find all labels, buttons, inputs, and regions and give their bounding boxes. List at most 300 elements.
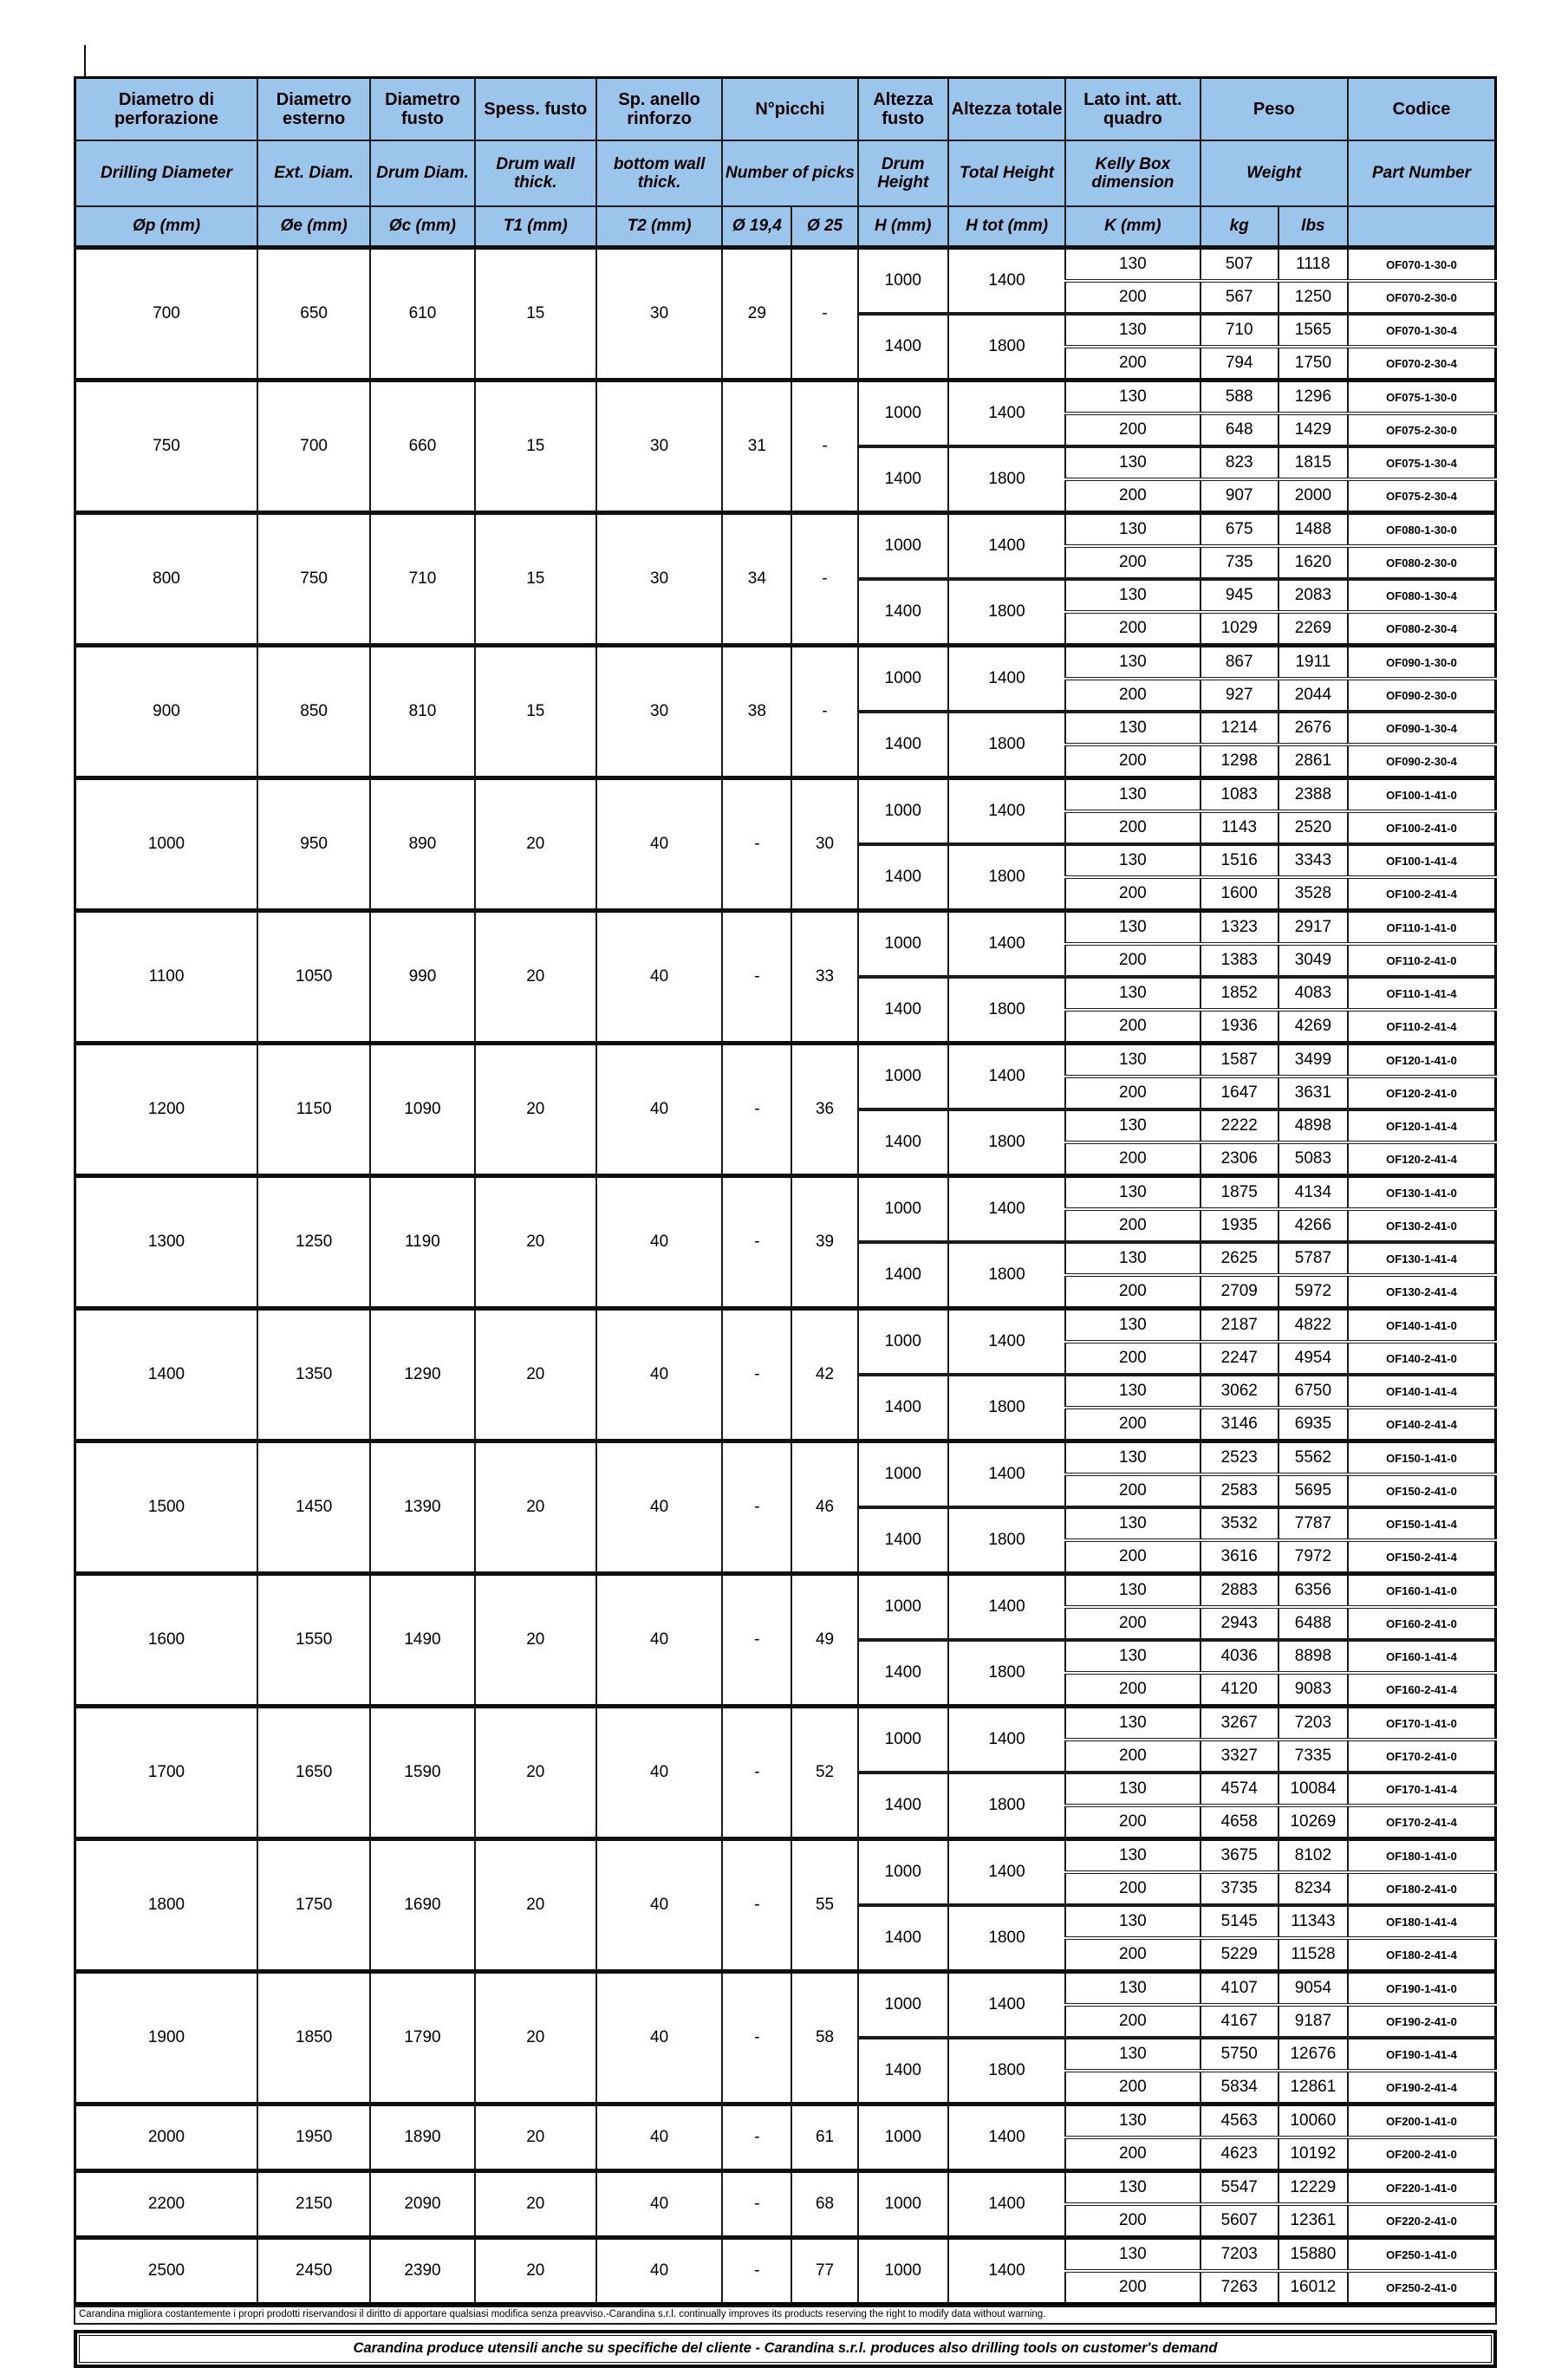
cell-picks-25: 36 [791,1044,857,1176]
cell-kelly-box: 130 [1065,513,1200,547]
cell-part-number: OF160-1-41-4 [1348,1640,1496,1673]
table-row [75,1707,1496,1740]
cell-bottom-wall-thick: 40 [596,2238,722,2304]
cell-weight-kg: 2709 [1200,1275,1278,1309]
cell-bottom-wall-thick: 40 [596,1972,722,2105]
cell-weight-kg: 1587 [1200,1044,1278,1077]
cell-kelly-box: 130 [1065,314,1200,347]
cell-weight-kg: 3675 [1200,1839,1278,1873]
cell-drum-height: 1000 [858,911,948,978]
cell-weight-lbs: 7787 [1278,1507,1348,1540]
cell-drum-height: 1000 [858,513,948,580]
cell-drum-height: 1000 [858,1309,948,1376]
cell-drum-wall-thick: 15 [475,381,596,513]
unit-oe: Øe (mm) [257,206,370,248]
cell-total-height: 1800 [948,579,1065,646]
cell-weight-lbs: 8234 [1278,1872,1348,1905]
cell-part-number: OF090-2-30-0 [1348,679,1496,712]
cell-weight-lbs: 9054 [1278,1972,1348,2006]
cell-weight-kg: 588 [1200,381,1278,414]
cell-picks-25: 68 [791,2171,857,2238]
cell-weight-kg: 675 [1200,513,1278,547]
cell-drum-diameter: 2090 [370,2171,474,2238]
cell-kelly-box: 200 [1065,2005,1200,2038]
cell-weight-lbs: 1750 [1278,347,1348,381]
cell-part-number: OF220-2-41-0 [1348,2204,1496,2238]
cell-drum-wall-thick: 20 [475,2238,596,2304]
cell-total-height: 1800 [948,1375,1065,1441]
cell-weight-kg: 823 [1200,446,1278,479]
cell-weight-lbs: 1488 [1278,513,1348,547]
cell-ext-diameter: 650 [257,248,370,381]
cell-weight-lbs: 11528 [1278,1938,1348,1972]
cell-kelly-box: 130 [1065,1109,1200,1142]
col-part-number-en: Part Number [1348,140,1496,206]
cell-weight-kg: 1516 [1200,844,1278,877]
cell-drilling-diameter: 700 [75,248,258,381]
cell-ext-diameter: 1450 [257,1441,370,1574]
cell-part-number: OF070-1-30-4 [1348,314,1496,347]
cell-picks-19-4: - [722,1044,791,1176]
cell-drum-wall-thick: 20 [475,1839,596,1972]
cell-kelly-box: 200 [1065,479,1200,513]
col-ext-diameter-it: Diametro esterno [257,78,370,141]
cell-drum-height: 1000 [858,2105,948,2171]
cell-kelly-box: 200 [1065,1342,1200,1375]
cell-drilling-diameter: 2500 [75,2238,258,2304]
cell-weight-lbs: 9083 [1278,1673,1348,1707]
cell-ext-diameter: 750 [257,513,370,646]
cell-kelly-box: 130 [1065,1375,1200,1408]
cell-weight-kg: 5607 [1200,2204,1278,2238]
cell-picks-19-4: - [722,2238,791,2304]
cell-kelly-box: 130 [1065,1707,1200,1740]
cell-kelly-box: 130 [1065,381,1200,414]
cell-weight-lbs: 6488 [1278,1607,1348,1640]
cell-weight-kg: 7203 [1200,2238,1278,2272]
cell-kelly-box: 130 [1065,1773,1200,1805]
cell-bottom-wall-thick: 40 [596,1441,722,1574]
table-row [75,381,1496,414]
cell-drum-wall-thick: 20 [475,778,596,911]
cell-weight-lbs: 10269 [1278,1805,1348,1839]
cell-drum-height: 1000 [858,1044,948,1110]
col-drilling-diameter-it: Diametro di perforazione [75,78,258,141]
cell-total-height: 1400 [948,1309,1065,1376]
table-row [75,911,1496,945]
cell-kelly-box: 200 [1065,679,1200,712]
cell-weight-kg: 3616 [1200,1540,1278,1574]
cell-total-height: 1800 [948,712,1065,778]
cell-kelly-box: 130 [1065,1176,1200,1210]
cell-kelly-box: 130 [1065,2038,1200,2071]
cell-ext-diameter: 950 [257,778,370,911]
cell-drum-height: 1400 [858,977,948,1044]
cell-weight-kg: 7263 [1200,2271,1278,2304]
cell-kelly-box: 130 [1065,712,1200,745]
col-drum-diameter-en: Drum Diam. [370,140,474,206]
cell-weight-kg: 1647 [1200,1077,1278,1109]
col-picks-it: N°picchi [722,78,857,141]
cell-part-number: OF200-2-41-0 [1348,2137,1496,2171]
cell-weight-kg: 1936 [1200,1010,1278,1044]
cell-bottom-wall-thick: 40 [596,1839,722,1972]
cell-part-number: OF140-1-41-0 [1348,1309,1496,1343]
cell-part-number: OF150-1-41-0 [1348,1441,1496,1475]
cell-picks-19-4: - [722,2171,791,2238]
cell-drum-diameter: 610 [370,248,474,381]
table-body [75,248,1496,2304]
col-total-height-en: Total Height [948,140,1065,206]
cell-weight-kg: 1600 [1200,877,1278,911]
cell-part-number: OF170-2-41-0 [1348,1740,1496,1773]
cell-drum-diameter: 1290 [370,1309,474,1441]
cell-picks-19-4: - [722,1972,791,2105]
col-drum-height-en: Drum Height [858,140,948,206]
cell-kelly-box: 200 [1065,413,1200,446]
cell-drum-height: 1400 [858,844,948,911]
cell-kelly-box: 130 [1065,248,1200,282]
cell-bottom-wall-thick: 30 [596,248,722,381]
cell-weight-kg: 735 [1200,546,1278,579]
cell-weight-kg: 4658 [1200,1805,1278,1839]
cell-weight-kg: 1852 [1200,977,1278,1010]
cell-weight-lbs: 2861 [1278,745,1348,778]
cell-kelly-box: 130 [1065,1972,1200,2006]
cell-weight-kg: 5145 [1200,1905,1278,1938]
cell-weight-kg: 1383 [1200,944,1278,977]
cell-part-number: OF080-1-30-4 [1348,579,1496,612]
cell-weight-lbs: 1296 [1278,381,1348,414]
cell-drum-height: 1400 [858,1905,948,1972]
cell-drum-height: 1400 [858,1773,948,1839]
cell-weight-lbs: 3499 [1278,1044,1348,1077]
cell-kelly-box: 200 [1065,1474,1200,1507]
cell-weight-lbs: 8898 [1278,1640,1348,1673]
cell-drum-wall-thick: 15 [475,646,596,778]
col-part-number-it: Codice [1348,78,1496,141]
cell-ext-diameter: 850 [257,646,370,778]
cell-drilling-diameter: 2000 [75,2105,258,2171]
cell-weight-lbs: 11343 [1278,1905,1348,1938]
cell-drum-wall-thick: 20 [475,1309,596,1441]
cell-part-number: OF140-2-41-4 [1348,1408,1496,1441]
cell-weight-lbs: 4134 [1278,1176,1348,1210]
cell-part-number: OF220-1-41-0 [1348,2171,1496,2205]
cell-kelly-box: 130 [1065,446,1200,479]
cell-drum-wall-thick: 20 [475,1044,596,1176]
col-drum-height-it: Altezza fusto [858,78,948,141]
cell-picks-25: - [791,381,857,513]
cell-kelly-box: 130 [1065,646,1200,680]
table-row [75,248,1496,282]
cell-kelly-box: 200 [1065,1938,1200,1972]
cell-weight-kg: 4120 [1200,1673,1278,1707]
table-row [75,1309,1496,1343]
cell-kelly-box: 130 [1065,1242,1200,1275]
cell-kelly-box: 200 [1065,1010,1200,1044]
cell-ext-diameter: 2450 [257,2238,370,2304]
cell-picks-25: 30 [791,778,857,911]
cell-kelly-box: 200 [1065,2137,1200,2171]
cell-ext-diameter: 1650 [257,1707,370,1839]
col-weight-en: Weight [1200,140,1348,206]
cell-weight-lbs: 6935 [1278,1408,1348,1441]
cell-kelly-box: 200 [1065,1275,1200,1309]
cell-weight-kg: 5750 [1200,2038,1278,2071]
cell-picks-25: 77 [791,2238,857,2304]
cell-weight-lbs: 5972 [1278,1275,1348,1309]
cell-drilling-diameter: 1600 [75,1574,258,1707]
cell-drum-diameter: 1690 [370,1839,474,1972]
cell-ext-diameter: 1050 [257,911,370,1044]
disclaimer-note: Carandina migliora costantemente i propri prodotti riservandosi il diritto di apportare qualsiasi modifica senza preavviso.-Carandina s.r.l. continually improves its products reserving the right to modify data without warning. [74,2305,1497,2325]
cell-part-number: OF180-1-41-4 [1348,1905,1496,1938]
cell-kelly-box: 200 [1065,1540,1200,1574]
cell-drum-wall-thick: 20 [475,1441,596,1574]
cell-picks-25: 42 [791,1309,857,1441]
cell-kelly-box: 200 [1065,877,1200,911]
cell-picks-25: 33 [791,911,857,1044]
cell-weight-kg: 2306 [1200,1142,1278,1176]
unit-htot: H tot (mm) [948,206,1065,248]
cell-bottom-wall-thick: 40 [596,778,722,911]
cell-part-number: OF120-2-41-0 [1348,1077,1496,1109]
cell-weight-lbs: 2044 [1278,679,1348,712]
cell-weight-kg: 794 [1200,347,1278,381]
cell-part-number: OF150-1-41-4 [1348,1507,1496,1540]
cell-total-height: 1400 [948,1839,1065,1906]
cell-weight-kg: 3735 [1200,1872,1278,1905]
cell-kelly-box: 200 [1065,1607,1200,1640]
cell-part-number: OF100-2-41-4 [1348,877,1496,911]
cell-kelly-box: 200 [1065,281,1200,314]
unit-oc: Øc (mm) [370,206,474,248]
cell-kelly-box: 200 [1065,1077,1200,1109]
cell-drum-diameter: 1490 [370,1574,474,1707]
cell-part-number: OF120-1-41-0 [1348,1044,1496,1077]
unit-picks-194: Ø 19,4 [722,206,791,248]
cell-total-height: 1800 [948,1242,1065,1309]
cell-weight-kg: 5834 [1200,2071,1278,2105]
cell-weight-lbs: 16012 [1278,2271,1348,2304]
cell-bottom-wall-thick: 40 [596,1044,722,1176]
cell-part-number: OF160-2-41-0 [1348,1607,1496,1640]
cell-drum-diameter: 1590 [370,1707,474,1839]
table-row [75,1972,1496,2006]
col-kelly-box-it: Lato int. att. quadro [1065,78,1200,141]
cell-part-number: OF160-2-41-4 [1348,1673,1496,1707]
cell-part-number: OF130-1-41-0 [1348,1176,1496,1210]
cell-total-height: 1400 [948,1044,1065,1110]
cell-part-number: OF110-1-41-0 [1348,911,1496,945]
cell-weight-lbs: 6750 [1278,1375,1348,1408]
cell-drilling-diameter: 1800 [75,1839,258,1972]
cell-total-height: 1400 [948,513,1065,580]
cell-drum-height: 1000 [858,1972,948,2039]
cell-drum-diameter: 990 [370,911,474,1044]
table-row [75,2171,1496,2205]
table-row [75,2238,1496,2272]
table-row [75,2105,1496,2138]
cell-drum-diameter: 810 [370,646,474,778]
cell-weight-kg: 1083 [1200,778,1278,812]
col-drilling-diameter-en: Drilling Diameter [75,140,258,206]
cell-part-number: OF090-1-30-4 [1348,712,1496,745]
unit-k: K (mm) [1065,206,1200,248]
cell-drum-height: 1400 [858,712,948,778]
cell-drum-height: 1400 [858,314,948,381]
cell-drum-diameter: 710 [370,513,474,646]
cell-drum-diameter: 1190 [370,1176,474,1309]
cell-part-number: OF100-2-41-0 [1348,811,1496,844]
cell-kelly-box: 200 [1065,1142,1200,1176]
cell-kelly-box: 130 [1065,778,1200,812]
cell-weight-kg: 2523 [1200,1441,1278,1475]
cell-weight-lbs: 7972 [1278,1540,1348,1574]
cell-drum-diameter: 1790 [370,1972,474,2105]
cell-drum-height: 1000 [858,1441,948,1508]
cell-weight-kg: 5229 [1200,1938,1278,1972]
cell-weight-lbs: 2000 [1278,479,1348,513]
cell-picks-25: 39 [791,1176,857,1309]
cell-total-height: 1400 [948,1441,1065,1508]
cell-drum-wall-thick: 20 [475,1176,596,1309]
cell-drum-height: 1000 [858,1707,948,1773]
cell-total-height: 1400 [948,248,1065,315]
cell-part-number: OF170-1-41-0 [1348,1707,1496,1740]
cell-kelly-box: 200 [1065,612,1200,646]
cell-kelly-box: 130 [1065,1905,1200,1938]
cell-part-number: OF190-1-41-0 [1348,1972,1496,2006]
cell-kelly-box: 200 [1065,1872,1200,1905]
cell-picks-19-4: 31 [722,381,791,513]
cell-weight-lbs: 12676 [1278,2038,1348,2071]
cell-drilling-diameter: 900 [75,646,258,778]
cell-kelly-box: 130 [1065,1574,1200,1608]
cell-total-height: 1800 [948,1507,1065,1574]
cell-weight-lbs: 10060 [1278,2105,1348,2138]
cell-drum-wall-thick: 20 [475,1707,596,1839]
col-drum-wall-it: Spess. fusto [475,78,596,141]
cell-picks-19-4: - [722,911,791,1044]
cell-picks-19-4: - [722,1309,791,1441]
cell-weight-kg: 4036 [1200,1640,1278,1673]
cell-kelly-box: 130 [1065,2238,1200,2272]
cell-drum-diameter: 1890 [370,2105,474,2171]
cell-weight-kg: 1875 [1200,1176,1278,1210]
cell-total-height: 1800 [948,977,1065,1044]
cell-drum-height: 1400 [858,579,948,646]
cell-ext-diameter: 1850 [257,1972,370,2105]
cell-weight-kg: 3532 [1200,1507,1278,1540]
cell-weight-lbs: 2269 [1278,612,1348,646]
cell-kelly-box: 200 [1065,944,1200,977]
cell-ext-diameter: 1150 [257,1044,370,1176]
cell-weight-kg: 4167 [1200,2005,1278,2038]
cell-drum-diameter: 890 [370,778,474,911]
cell-drum-height: 1000 [858,1176,948,1243]
table-row [75,1176,1496,1210]
cell-drum-height: 1400 [858,1507,948,1574]
col-drum-diameter-it: Diametro fusto [370,78,474,141]
cell-total-height: 1400 [948,1574,1065,1641]
cell-part-number: OF200-1-41-0 [1348,2105,1496,2138]
cell-part-number: OF170-1-41-4 [1348,1773,1496,1805]
cell-picks-19-4: 34 [722,513,791,646]
cell-weight-kg: 3267 [1200,1707,1278,1740]
col-ext-diameter-en: Ext. Diam. [257,140,370,206]
table-row [75,513,1496,547]
cell-part-number: OF120-1-41-4 [1348,1109,1496,1142]
cell-picks-19-4: - [722,1441,791,1574]
cell-bottom-wall-thick: 40 [596,1309,722,1441]
cell-kelly-box: 200 [1065,2204,1200,2238]
cell-part-number: OF250-1-41-0 [1348,2238,1496,2272]
cell-weight-lbs: 3631 [1278,1077,1348,1109]
cell-kelly-box: 130 [1065,2171,1200,2205]
cell-weight-kg: 2625 [1200,1242,1278,1275]
cell-drilling-diameter: 750 [75,381,258,513]
cell-part-number: OF140-1-41-4 [1348,1375,1496,1408]
cell-kelly-box: 130 [1065,911,1200,945]
cell-weight-lbs: 5787 [1278,1242,1348,1275]
cell-bottom-wall-thick: 40 [596,2105,722,2171]
cell-weight-lbs: 12229 [1278,2171,1348,2205]
cell-drum-height: 1000 [858,778,948,845]
cell-weight-lbs: 10192 [1278,2137,1348,2171]
cell-drilling-diameter: 1900 [75,1972,258,2105]
cell-bottom-wall-thick: 30 [596,513,722,646]
cell-weight-lbs: 4898 [1278,1109,1348,1142]
cell-total-height: 1400 [948,381,1065,447]
cell-weight-lbs: 7335 [1278,1740,1348,1773]
cell-weight-lbs: 15880 [1278,2238,1348,2272]
cell-weight-lbs: 2083 [1278,579,1348,612]
cell-part-number: OF080-2-30-0 [1348,546,1496,579]
cell-total-height: 1800 [948,1773,1065,1839]
cell-drum-wall-thick: 15 [475,248,596,381]
cell-bottom-wall-thick: 40 [596,1574,722,1707]
cell-part-number: OF180-1-41-0 [1348,1839,1496,1873]
cell-drilling-diameter: 1100 [75,911,258,1044]
cell-kelly-box: 130 [1065,1640,1200,1673]
cell-kelly-box: 130 [1065,844,1200,877]
page-margin-mark [84,45,86,78]
cell-drum-height: 1000 [858,2238,948,2304]
cell-drum-height: 1000 [858,381,948,447]
cell-picks-19-4: - [722,2105,791,2171]
cell-bottom-wall-thick: 40 [596,1176,722,1309]
unit-lbs: lbs [1278,206,1348,248]
cell-bottom-wall-thick: 40 [596,2171,722,2238]
cell-bottom-wall-thick: 40 [596,911,722,1044]
cell-weight-lbs: 4083 [1278,977,1348,1010]
cell-weight-kg: 2222 [1200,1109,1278,1142]
cell-ext-diameter: 1750 [257,1839,370,1972]
cell-weight-kg: 1323 [1200,911,1278,945]
cell-weight-lbs: 1250 [1278,281,1348,314]
cell-weight-lbs: 3049 [1278,944,1348,977]
table-row [75,778,1496,812]
cell-kelly-box: 130 [1065,1441,1200,1475]
cell-drum-height: 1000 [858,1574,948,1641]
cell-weight-lbs: 9187 [1278,2005,1348,2038]
cell-weight-lbs: 2917 [1278,911,1348,945]
cell-part-number: OF075-1-30-0 [1348,381,1496,414]
cell-weight-kg: 5547 [1200,2171,1278,2205]
cell-kelly-box: 130 [1065,1839,1200,1873]
